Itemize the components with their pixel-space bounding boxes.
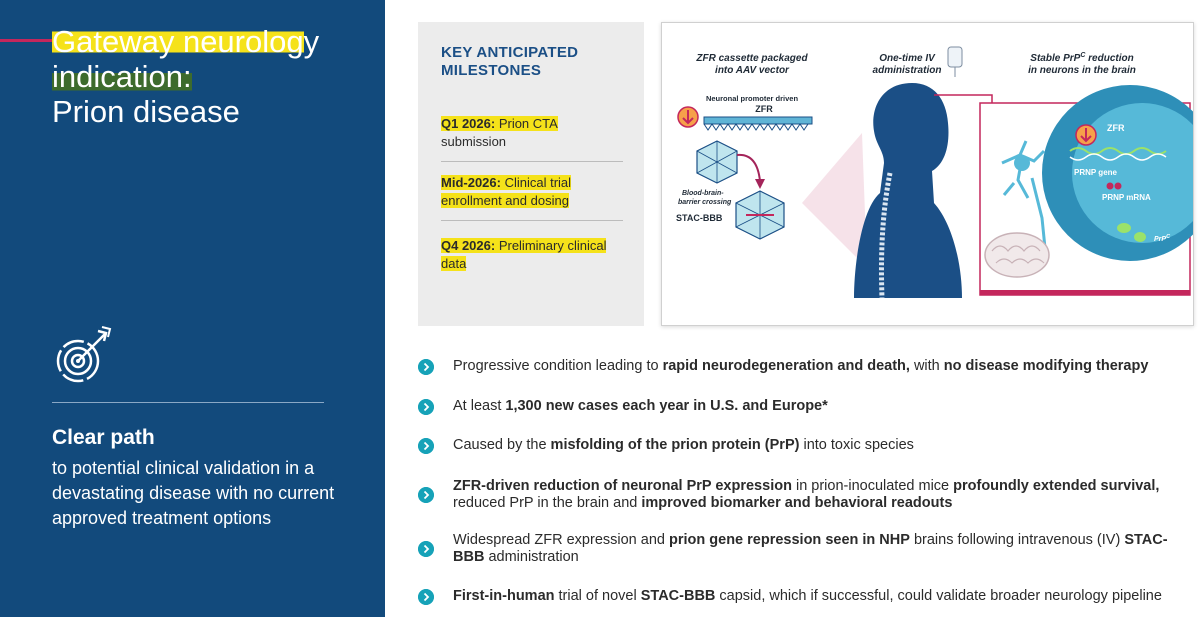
clear-path-heading: Clear path <box>52 426 155 449</box>
milestones-title <box>441 44 622 80</box>
bullet-text <box>453 358 1198 375</box>
chevron-right-icon <box>418 399 434 415</box>
down-arrow-badge-icon <box>678 107 698 127</box>
zoom-connector <box>934 95 992 103</box>
down-arrow-badge-icon <box>1076 125 1096 145</box>
title-line2: indication: <box>52 59 192 94</box>
label-bbb-2: barrier crossing <box>678 199 732 206</box>
milestone-text: Clinical trial <box>500 175 572 190</box>
bullet-emphasis: 1,300 new cases each year in U.S. and Europe* <box>505 398 828 414</box>
bullet-emphasis: ZFR-driven reduction of neuronal PrP expression <box>453 478 792 494</box>
milestone-item <box>441 174 623 210</box>
milestone-text-cont: data <box>441 256 467 271</box>
milestone-date: Mid-2026: <box>441 175 501 190</box>
bullet-emphasis: STAC-BBB <box>640 588 716 604</box>
accent-line <box>0 39 60 42</box>
bullet-run: in prion-inoculated mice <box>791 478 954 494</box>
milestone-text-cont: enrollment and dosing <box>441 193 569 208</box>
zoom-frame-bar <box>980 290 1190 295</box>
brain-icon <box>985 233 1049 277</box>
mechanism-diagram <box>661 22 1194 326</box>
label-prpc: PrP$^C$ <box>1154 234 1171 243</box>
bullet-run: with <box>909 358 944 374</box>
mechanism-diagram-svg <box>662 23 1193 325</box>
label-prnp-gene: PRNP gene <box>1074 168 1117 177</box>
milestone-date: Q4 2026: <box>441 238 496 253</box>
zfr-cassette-dna <box>704 117 812 130</box>
human-silhouette <box>854 83 962 298</box>
bullet-run: administration <box>484 549 579 565</box>
title-line1-a: Gateway neurolog <box>52 24 304 59</box>
bullet-run: Progressive condition leading to <box>453 358 663 374</box>
iv-bag-icon <box>948 47 962 77</box>
label-zfr-cassette-1: ZFR cassette packaged <box>696 53 808 64</box>
bullet-text <box>453 398 1198 415</box>
milestone-text: Prion CTA <box>495 116 558 131</box>
bullet-run: reduced PrP in the brain and <box>453 495 642 511</box>
milestone-item <box>441 237 623 273</box>
milestones-title-line2: MILESTONES <box>441 62 542 79</box>
bullet-text <box>453 588 1198 605</box>
label-stable-1: Stable PrP$^C$ reduction <box>1030 52 1134 64</box>
clear-path-body: to potential clinical validation in a devastating disease with no current approved treatment options <box>52 458 335 528</box>
packaging-arrowhead <box>755 179 765 189</box>
bullet-run: capsid, which if successful, could validate broader neurology pipeline <box>715 588 1162 604</box>
milestone-text: Preliminary clinical <box>495 238 607 253</box>
milestone-item <box>441 115 623 151</box>
panel-divider <box>52 402 324 403</box>
target-icon <box>52 325 116 389</box>
bullet-run: At least <box>453 398 506 414</box>
title-line1-b: y <box>303 24 320 59</box>
chevron-right-icon <box>418 359 434 375</box>
milestone-date: Q1 2026: <box>441 116 496 131</box>
label-zfr: ZFR <box>755 104 773 114</box>
bullet-emphasis: profoundly extended survival, <box>953 478 1160 494</box>
bullet-run: into toxic species <box>799 437 914 453</box>
bullet-run: Caused by the <box>453 437 551 453</box>
label-iv-2: administration <box>872 65 942 76</box>
milestone-separator <box>441 161 623 162</box>
milestone-separator <box>441 220 623 221</box>
stac-bbb-capsid-icon <box>736 191 784 239</box>
chevron-right-icon <box>418 589 434 605</box>
bullet-run: Widespread ZFR expression and <box>453 532 669 548</box>
bullet-emphasis: prion gene repression seen in NHP <box>669 532 910 548</box>
bullet-emphasis: no disease modifying therapy <box>943 358 1149 374</box>
bullet-text <box>453 478 1198 512</box>
bullet-emphasis: STAC-BBB <box>453 532 1168 565</box>
label-stable-2: in neurons in the brain <box>1028 65 1136 76</box>
label-stac-bbb: STAC-BBB <box>676 213 723 223</box>
bullet-text <box>453 532 1173 566</box>
label-zfr-cell: ZFR <box>1107 123 1125 133</box>
bullet-text <box>453 437 1198 454</box>
milestone-text-cont: submission <box>441 134 507 149</box>
bullet-run: trial of novel <box>554 588 641 604</box>
bullet-emphasis: rapid neurodegeneration and death, <box>662 358 910 374</box>
milestones-box <box>418 22 644 326</box>
page-title <box>52 24 372 129</box>
bullet-emphasis: misfolding of the prion protein (PrP) <box>550 437 800 453</box>
milestones-title-line1: KEY ANTICIPATED <box>441 44 579 61</box>
bullet-run: brains following intravenous (IV) <box>909 532 1125 548</box>
delivery-funnel <box>802 133 867 268</box>
chevron-right-icon <box>418 438 434 454</box>
label-zfr-cassette-2: into AAV vector <box>715 65 789 76</box>
label-prnp-mrna: PRNP mRNA <box>1102 193 1151 202</box>
aav-capsid-icon <box>697 141 737 183</box>
chevron-right-icon <box>418 487 434 503</box>
label-iv-1: One-time IV <box>879 53 935 64</box>
label-promoter: Neuronal promoter driven <box>705 94 799 103</box>
packaging-arrow <box>737 155 760 181</box>
chevron-right-icon <box>418 541 434 557</box>
bullet-emphasis: First-in-human <box>453 588 555 604</box>
title-line3: Prion disease <box>52 94 240 129</box>
label-bbb-1: Blood-brain- <box>682 190 724 197</box>
bullet-emphasis: improved biomarker and behavioral readouts <box>641 495 953 511</box>
